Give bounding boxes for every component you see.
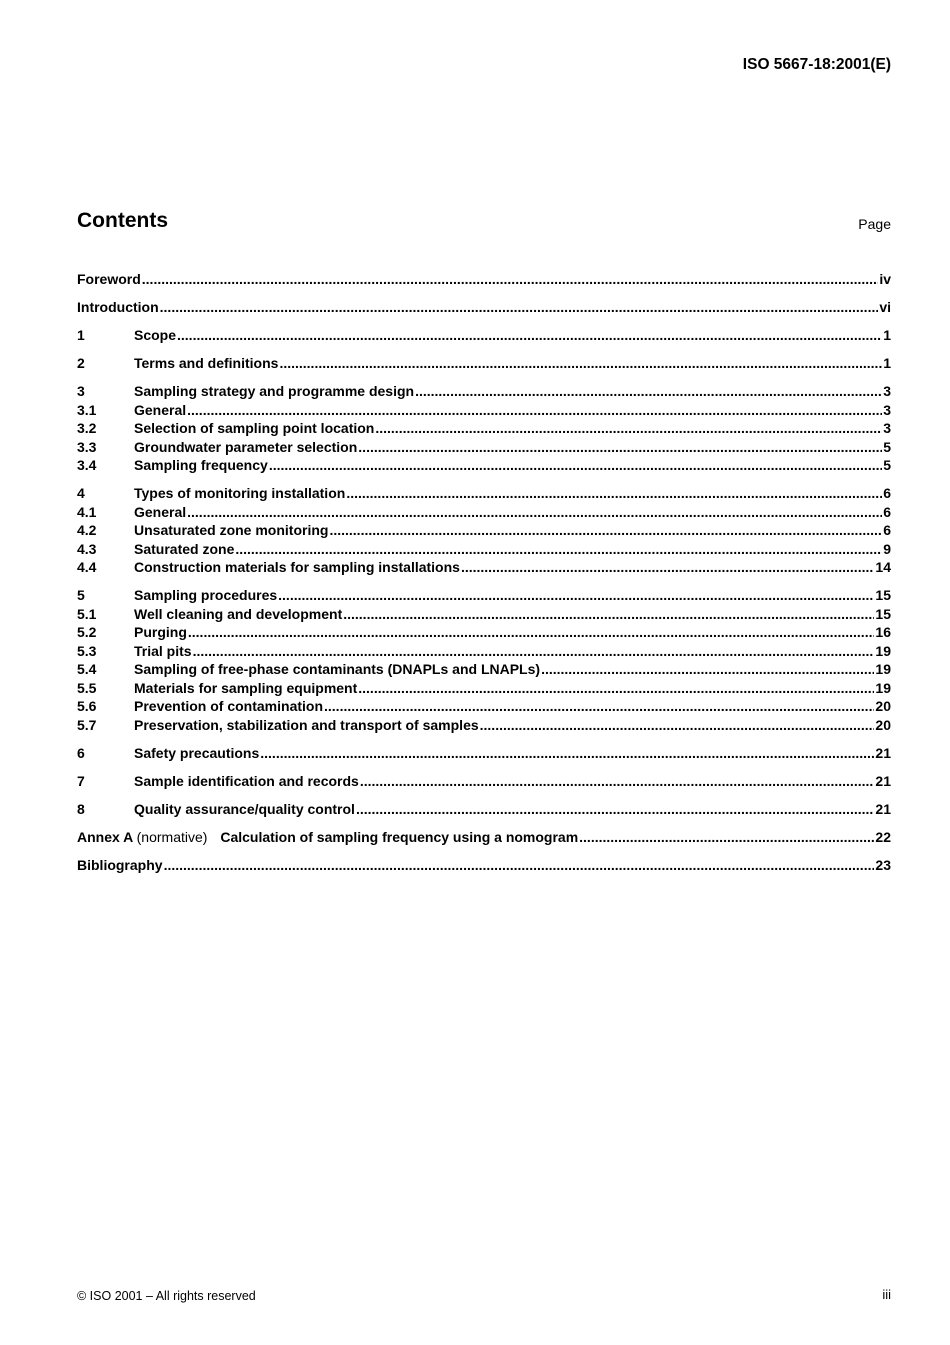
toc-entry-number: 4.2	[77, 522, 97, 538]
toc-entry-title: Sampling procedures	[134, 587, 278, 603]
dot-leader	[579, 828, 874, 847]
dot-leader	[279, 354, 882, 373]
toc-entry-number: 5.5	[77, 679, 97, 696]
dot-leader	[187, 503, 882, 522]
toc-entry-number: 5.2	[77, 624, 97, 640]
toc-entry-title: Bibliography	[77, 856, 163, 873]
toc-entry-5-5[interactable]	[77, 679, 891, 698]
toc-entry-page: 6	[883, 503, 891, 520]
dot-leader	[346, 484, 882, 503]
toc-entry-title: General	[134, 503, 187, 520]
toc-entry-number: 8	[77, 800, 85, 817]
toc-entry-page: 3	[883, 420, 891, 436]
toc-entry-title: Saturated zone	[134, 540, 235, 557]
toc-entry-title: Terms and definitions	[134, 355, 279, 371]
toc-entry-number: 4.4	[77, 559, 97, 575]
contents-heading: Contents	[77, 209, 168, 232]
toc-entry-number: 5.4	[77, 661, 97, 677]
toc-entry-title: Well cleaning and development	[134, 605, 343, 622]
toc-entry-number: 5.3	[77, 642, 97, 659]
dot-leader	[461, 558, 874, 577]
toc-entry-number: 6	[77, 744, 85, 761]
toc-entry-4-4[interactable]	[77, 558, 891, 577]
toc-entry-3-4[interactable]	[77, 456, 891, 475]
toc-entry-number: 2	[77, 355, 85, 371]
dot-leader	[187, 401, 882, 420]
annex-title: Calculation of sampling frequency using a nomogram	[220, 828, 579, 845]
toc-entry-3-3[interactable]	[77, 438, 891, 457]
toc-entry-page: 19	[875, 679, 891, 696]
toc-entry-title	[77, 828, 578, 847]
toc-entry-number: 3	[77, 383, 85, 399]
toc-entry-page: 22	[875, 828, 891, 845]
toc-entry-number: 5.1	[77, 605, 97, 622]
toc-entry-title: Sample identification and records	[134, 772, 359, 789]
dot-leader	[541, 660, 874, 679]
toc-entry-5[interactable]	[77, 586, 891, 605]
toc-entry-2[interactable]	[77, 354, 891, 373]
page-number: iii	[882, 1287, 891, 1302]
copyright-notice: © ISO 2001 – All rights reserved	[77, 1289, 256, 1303]
dot-leader	[356, 800, 874, 819]
dot-leader	[329, 521, 882, 540]
toc-entry-page: 6	[883, 522, 891, 538]
toc-entry-number: 5.7	[77, 716, 97, 733]
toc-entry-page: 16	[875, 624, 891, 640]
toc-entry-page: iv	[879, 271, 891, 287]
toc-entry-page: vi	[879, 299, 891, 315]
toc-entry-page: 20	[875, 716, 891, 733]
toc-entry-number: 1	[77, 327, 85, 343]
dot-leader	[142, 270, 879, 289]
dot-leader	[164, 856, 875, 875]
toc-entry-7[interactable]	[77, 772, 891, 791]
toc-entry-number: 7	[77, 772, 85, 789]
toc-entry-5-1[interactable]	[77, 605, 891, 624]
toc-entry-page: 3	[883, 383, 891, 399]
toc-entry-title: Sampling of free-phase contaminants (DNAPLs and LNAPLs)	[134, 661, 541, 677]
dot-leader	[324, 697, 874, 716]
annex-type: (normative)	[136, 828, 208, 845]
toc-entry-page: 15	[875, 587, 891, 603]
document-reference: ISO 5667-18:2001(E)	[742, 56, 891, 73]
toc-entry-6[interactable]	[77, 744, 891, 763]
toc-entry-number: 3.4	[77, 457, 97, 473]
toc-entry-bibliography[interactable]	[77, 856, 891, 875]
toc-entry-title: Sampling strategy and programme design	[134, 383, 415, 399]
toc-entry-page: 1	[883, 355, 891, 371]
toc-entry-3[interactable]	[77, 382, 891, 401]
annex-label: Annex A	[77, 828, 133, 845]
toc-entry-number: 3.1	[77, 401, 97, 418]
toc-entry-1[interactable]	[77, 326, 891, 345]
toc-entry-page: 14	[875, 559, 891, 575]
toc-entry-title: Quality assurance/quality control	[134, 800, 355, 817]
dot-leader	[193, 642, 875, 661]
toc-entry-title: Unsaturated zone monitoring	[134, 522, 329, 538]
toc-entry-foreword[interactable]	[77, 270, 891, 289]
toc-entry-page: 6	[883, 485, 891, 501]
toc-entry-5-4[interactable]	[77, 660, 891, 679]
toc-entry-title: Sampling frequency	[134, 457, 268, 473]
dot-leader	[188, 623, 875, 642]
toc-entry-number: 4.1	[77, 503, 97, 520]
toc-entry-number: 5.6	[77, 698, 97, 714]
toc-entry-title: General	[134, 401, 187, 418]
toc-entry-3-1[interactable]	[77, 401, 891, 420]
dot-leader	[480, 716, 875, 735]
toc-entry-page: 20	[875, 698, 891, 714]
toc-entry-5-2[interactable]	[77, 623, 891, 642]
toc-entry-page: 21	[875, 772, 891, 789]
toc-entry-4[interactable]	[77, 484, 891, 503]
toc-entry-page: 19	[875, 661, 891, 677]
toc-entry-title: Selection of sampling point location	[134, 420, 375, 436]
toc-entry-annex-a[interactable]	[77, 828, 891, 847]
toc-entry-title: Safety precautions	[134, 744, 260, 761]
dot-leader	[278, 586, 874, 605]
toc-entry-page: 19	[875, 642, 891, 659]
toc-entry-4-1[interactable]	[77, 503, 891, 522]
dot-leader	[269, 456, 882, 475]
dot-leader	[260, 744, 874, 763]
toc-entry-number: 4	[77, 485, 85, 501]
dot-leader	[160, 298, 879, 317]
toc-entry-4-2[interactable]	[77, 521, 891, 540]
dot-leader	[358, 438, 882, 457]
toc-entry-title: Prevention of contamination	[134, 698, 324, 714]
page-column-label: Page	[858, 216, 891, 232]
toc-entry-title: Introduction	[77, 299, 159, 315]
toc-entry-introduction[interactable]	[77, 298, 891, 317]
toc-entry-number: 4.3	[77, 540, 97, 557]
toc-entry-4-3[interactable]	[77, 540, 891, 559]
dot-leader	[415, 382, 882, 401]
dot-leader	[360, 772, 875, 791]
dot-leader	[235, 540, 882, 559]
toc-entry-page: 23	[875, 856, 891, 873]
toc-entry-page: 3	[883, 401, 891, 418]
dot-leader	[375, 419, 882, 438]
toc-entry-page: 9	[883, 540, 891, 557]
toc-entry-page: 1	[883, 327, 891, 343]
toc-entry-title: Trial pits	[134, 642, 192, 659]
toc-entry-number: 3.2	[77, 420, 97, 436]
dot-leader	[358, 679, 874, 698]
toc-entry-5-7[interactable]	[77, 716, 891, 735]
toc-entry-page: 15	[875, 605, 891, 622]
toc-entry-title: Types of monitoring installation	[134, 485, 346, 501]
toc-entry-page: 5	[883, 457, 891, 473]
toc-entry-title: Preservation, stabilization and transport of samples	[134, 716, 479, 733]
table-of-contents	[77, 270, 891, 874]
toc-entry-title: Foreword	[77, 271, 141, 287]
toc-entry-number: 5	[77, 587, 85, 603]
toc-entry-5-3[interactable]	[77, 642, 891, 661]
dot-leader	[177, 326, 882, 345]
toc-entry-5-6[interactable]	[77, 697, 891, 716]
toc-entry-title: Scope	[134, 327, 177, 343]
toc-entry-number: 3.3	[77, 438, 97, 455]
toc-entry-title: Construction materials for sampling installations	[134, 559, 460, 575]
toc-entry-title: Groundwater parameter selection	[134, 438, 358, 455]
toc-entry-page: 21	[875, 744, 891, 761]
toc-entry-title: Materials for sampling equipment	[134, 679, 358, 696]
toc-entry-page: 21	[875, 800, 891, 817]
toc-entry-3-2[interactable]	[77, 419, 891, 438]
toc-entry-page: 5	[883, 438, 891, 455]
dot-leader	[343, 605, 874, 624]
toc-entry-title: Purging	[134, 624, 187, 640]
toc-entry-8[interactable]	[77, 800, 891, 819]
